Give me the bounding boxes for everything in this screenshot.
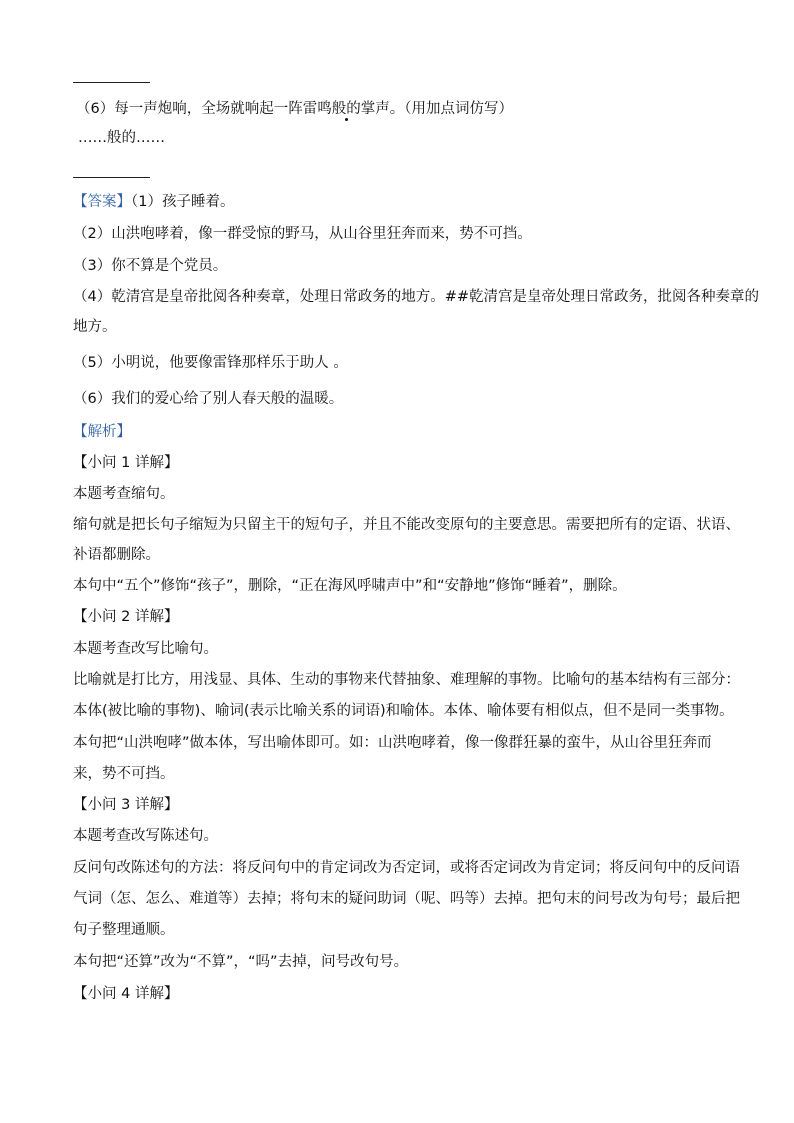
sub-question-1-title: 【小问 1 详解】 bbox=[73, 455, 179, 471]
question-6 bbox=[76, 99, 513, 119]
answer-4-line-2: 地方。 bbox=[73, 319, 117, 335]
answer-blank-6 bbox=[73, 177, 150, 178]
sub-question-1-p2-line-2: 补语都删除。 bbox=[73, 547, 160, 563]
answer-6: （6）我们的爱心给了别人春天般的温暖。 bbox=[73, 391, 344, 407]
sub-question-3-p2-line-1: 反问句改陈述句的方法：将反问句中的肯定词改为否定词，或将否定词改为肯定词；将反问句中的反问语 bbox=[73, 860, 740, 876]
sub-question-2-p2-line-2: 本体(被比喻的事物)、喻词(表示比喻关系的词语)和喻体。本体、喻体要有相似点，但不是同一类事物。 bbox=[73, 703, 734, 719]
answer-line-1 bbox=[73, 192, 234, 212]
sub-question-3-title: 【小问 3 详解】 bbox=[73, 797, 179, 813]
question-6-suffix: 掌声。（用加点词仿写） bbox=[360, 101, 513, 117]
answer-blank-5 bbox=[73, 82, 150, 83]
question-6-pattern: ……般的…… bbox=[78, 130, 165, 146]
sub-question-3-p3: 本句把“还算”改为“不算”，“吗”去掉，问号改句号。 bbox=[73, 954, 409, 970]
answer-1: （1）孩子睡着。 bbox=[131, 194, 235, 210]
sub-question-2-p2-line-1: 比喻就是打比方，用浅显、具体、生动的事物来代替抽象、难理解的事物。比喻句的基本结构有三部分： bbox=[73, 672, 740, 688]
sub-question-1-p2-line-1: 缩句就是把长句子缩短为只留主干的短句子，并且不能改变原句的主要意思。需要把所有的定语、状语、 bbox=[73, 517, 740, 533]
sub-question-4-title: 【小问 4 详解】 bbox=[73, 986, 179, 1002]
answer-3: （3）你不算是个党员。 bbox=[73, 258, 228, 274]
sub-question-2-p1: 本题考查改写比喻句。 bbox=[73, 641, 218, 657]
answer-label: 【答案】 bbox=[73, 194, 131, 210]
sub-question-2-title: 【小问 2 详解】 bbox=[73, 609, 179, 625]
sub-question-1-p1: 本题考查缩句。 bbox=[73, 486, 175, 502]
sub-question-3-p2-line-2: 气词（怎、怎么、难道等）去掉；将句末的疑问助词（呢、吗等）去掉。把句末的问号改为句号；最后把 bbox=[73, 891, 740, 907]
answer-2: （2）山洪咆哮着，像一群受惊的野马，从山谷里狂奔而来，势不可挡。 bbox=[73, 226, 532, 242]
analysis-label: 【解析】 bbox=[73, 424, 131, 440]
sub-question-3-p1: 本题考查改写陈述句。 bbox=[73, 828, 218, 844]
answer-5: （5）小明说，他要像雷锋那样乐于助人 。 bbox=[73, 355, 348, 371]
question-6-dotted-word: 般的 bbox=[331, 101, 361, 117]
question-6-prefix: （6）每一声炮响，全场就响起一阵雷鸣 bbox=[76, 101, 332, 117]
sub-question-3-p2-line-3: 句子整理通顺。 bbox=[73, 922, 175, 938]
sub-question-2-p3-line-2: 来，势不可挡。 bbox=[73, 766, 175, 782]
sub-question-1-p3: 本句中“五个”修饰“孩子”，删除，“正在海风呼啸声中”和“安静地”修饰“睡着”，删除。 bbox=[73, 578, 627, 594]
answer-4-line-1: （4）乾清宫是皇帝批阅各种奏章，处理日常政务的地方。##乾清宫是皇帝处理日常政务，批阅各种奏章的 bbox=[73, 289, 760, 305]
sub-question-2-p3-line-1: 本句把“山洪咆哮”做本体，写出喻体即可。如：山洪咆哮着，像一像群狂暴的蛮牛，从山谷里狂奔而 bbox=[73, 735, 712, 751]
